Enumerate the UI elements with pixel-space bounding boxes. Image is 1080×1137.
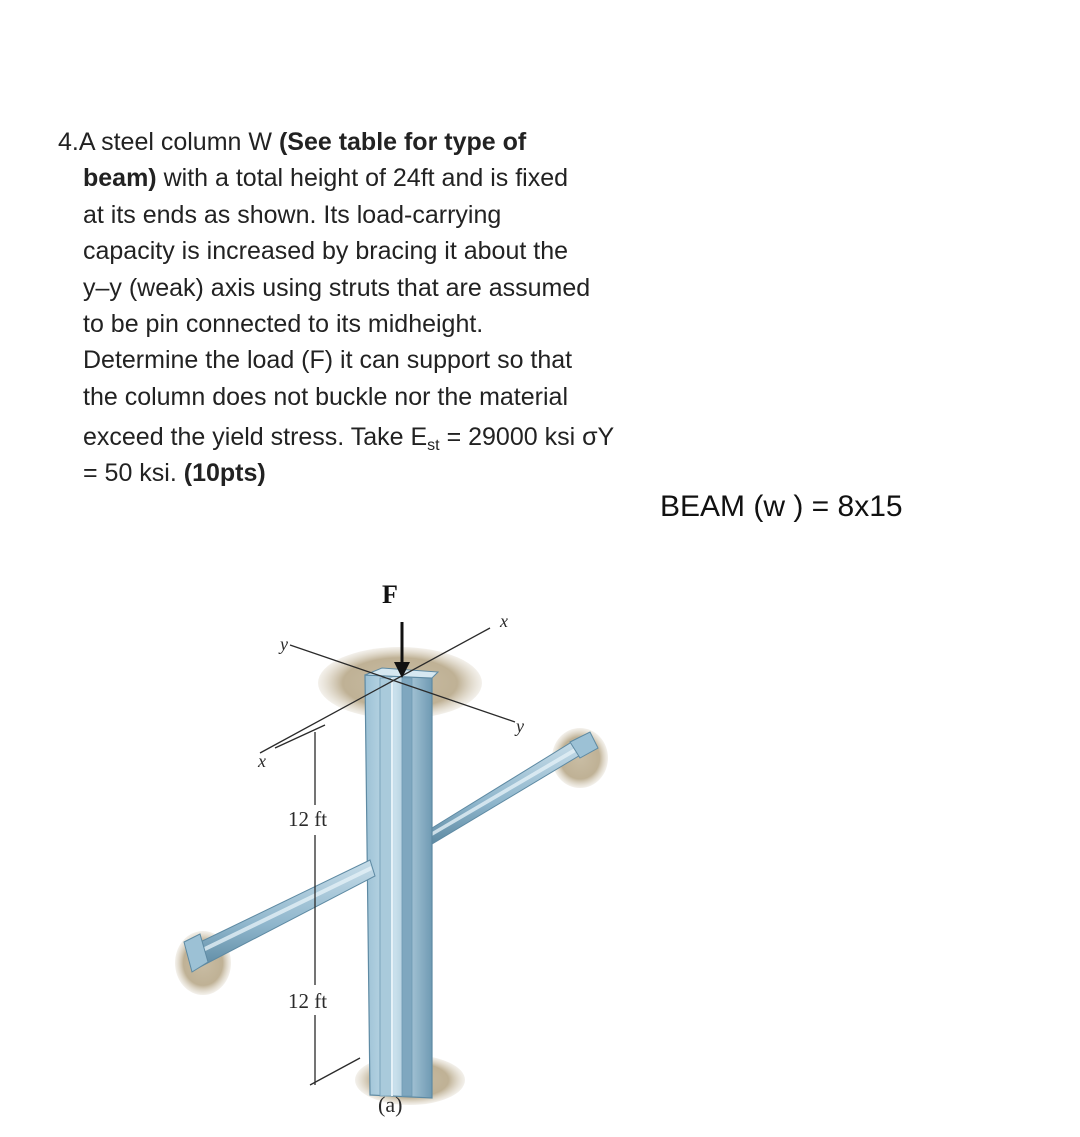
problem-line-10: = 50 ksi. (10pts)	[83, 459, 266, 488]
figure-caption: (a)	[378, 1092, 403, 1117]
problem-line-3: at its ends as shown. Its load-carrying	[83, 200, 502, 229]
problem-line-6: to be pin connected to its midheight.	[83, 310, 484, 339]
axis-label-y-top: y	[280, 634, 288, 654]
column-figure	[170, 570, 630, 1130]
problem-line-5: y–y (weak) axis using struts that are assumed	[83, 273, 591, 302]
beam-designation: BEAM (w ) = 8x15	[660, 490, 903, 523]
axis-label-x-top: x	[500, 611, 508, 631]
problem-line-8: the column does not buckle nor the material	[83, 382, 568, 411]
problem-line-1: 4.A steel column W (See table for type of	[58, 128, 527, 156]
brace-strut-front	[184, 860, 375, 972]
axis-label-x-left: x	[258, 751, 266, 771]
problem-line-2: beam) with a total height of 24ft and is fixed	[83, 164, 569, 193]
problem-line-4: capacity is increased by bracing it about the	[83, 237, 568, 266]
brace-strut	[432, 732, 598, 844]
dimension-lower: 12 ft	[288, 989, 328, 1013]
problem-line-7: Determine the load (F) it can support so that	[83, 346, 573, 375]
problem-statement	[58, 124, 698, 492]
dimension-upper: 12 ft	[288, 807, 328, 831]
load-label: F	[382, 580, 398, 609]
steel-column	[365, 668, 438, 1098]
problem-line-9: exceed the yield stress. Take $E_{st} = 29000$ ksi σY	[83, 423, 615, 455]
axis-label-y-right: y	[516, 716, 524, 736]
